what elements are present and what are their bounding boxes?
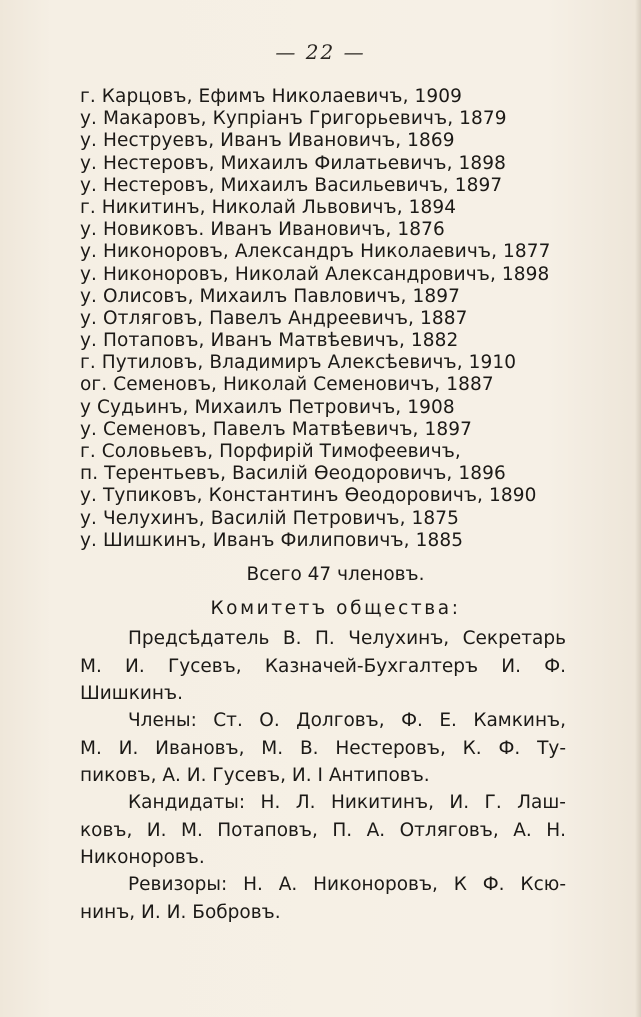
text-line: М. И. Ивановъ, М. В. Нестеровъ, К. Ф. Ту- <box>80 737 566 759</box>
text-line: пиковъ, А. И. Гусевъ, И. І Антиповъ. <box>80 765 430 787</box>
text-line: нинъ, И. И. Бобровъ. <box>80 901 281 923</box>
member-entry: у. Никоноровъ, Александръ Николаевичъ, 1877 <box>80 241 551 263</box>
member-entry: у. Неструевъ, Иванъ Ивановичъ, 1869 <box>80 130 455 152</box>
page-edge-shadow <box>635 0 641 1017</box>
member-entry: у. Тупиковъ, Константинъ Ѳеодоровичъ, 1890 <box>80 485 537 507</box>
committee-candidates-paragraph <box>80 789 566 872</box>
member-entry: у Судьинъ, Михаилъ Петровичъ, 1908 <box>80 396 455 418</box>
members-list <box>80 86 580 552</box>
text-line: ковъ, И. М. Потаповъ, П. А. Отляговъ, А. Н. <box>80 819 566 841</box>
text-line: Предсѣдатель В. П. Челухинъ, Секретарь <box>128 628 566 649</box>
member-entry: у. Семеновъ, Павелъ Матвѣевичъ, 1897 <box>80 418 472 440</box>
member-entry: у. Нестеровъ, Михаилъ Васильевичъ, 1897 <box>80 174 503 196</box>
page-number: — 22 — <box>275 40 366 64</box>
text-line: Шишкинъ. <box>80 683 183 705</box>
members-total: Всего 47 членовъ. <box>246 564 425 585</box>
text-line: Никоноровъ. <box>80 847 205 869</box>
member-entry: г. Карцовъ, Ефимъ Николаевичъ, 1909 <box>80 86 463 107</box>
committee-auditors-paragraph <box>80 871 566 926</box>
text-line: Ревизоры: Н. А. Никоноровъ, К Ф. Ксю- <box>128 874 566 895</box>
committee-heading: Комитетъ общества: <box>210 598 461 619</box>
member-entry: у. Новиковъ. Иванъ Ивановичъ, 1876 <box>80 219 445 241</box>
member-entry: у. Олисовъ, Михаилъ Павловичъ, 1897 <box>80 285 460 307</box>
member-entry: п. Терентьевъ, Василій Ѳеодоровичъ, 1896 <box>80 463 506 485</box>
text-line: Кандидаты: Н. Л. Никитинъ, И. Г. Лаш- <box>128 792 566 813</box>
member-entry: г. Никитинъ, Николай Львовичъ, 1894 <box>80 196 457 218</box>
committee-members-paragraph <box>80 707 566 790</box>
member-entry: у. Макаровъ, Купріанъ Григорьевичъ, 1879 <box>80 108 507 130</box>
member-entry: у. Нестеровъ, Михаилъ Филатьевичъ, 1898 <box>80 152 507 174</box>
member-entry: у. Потаповъ, Иванъ Матвѣевичъ, 1882 <box>80 330 459 352</box>
member-entry: ог. Семеновъ, Николай Семеновичъ, 1887 <box>80 374 494 396</box>
text-line: Члены: Ст. О. Долговъ, Ф. Е. Камкинъ, <box>128 710 566 731</box>
member-entry: у. Челухинъ, Василій Петровичъ, 1875 <box>80 507 460 529</box>
member-entry: г. Соловьевъ, Порфирій Тимофеевичъ, <box>80 441 461 462</box>
member-entry: у. Никоноровъ, Николай Александровичъ, 1898 <box>80 263 550 285</box>
text-line: М. И. Гусевъ, Казначей-Бухгалтеръ И. Ф. <box>80 655 566 677</box>
member-entry: г. Путиловъ, Владимиръ Алексѣевичъ, 1910 <box>80 352 517 374</box>
committee-officers-paragraph <box>80 625 566 708</box>
member-entry: у. Отляговъ, Павелъ Андреевичъ, 1887 <box>80 307 468 329</box>
member-entry: у. Шишкинъ, Иванъ Филиповичъ, 1885 <box>80 529 464 551</box>
